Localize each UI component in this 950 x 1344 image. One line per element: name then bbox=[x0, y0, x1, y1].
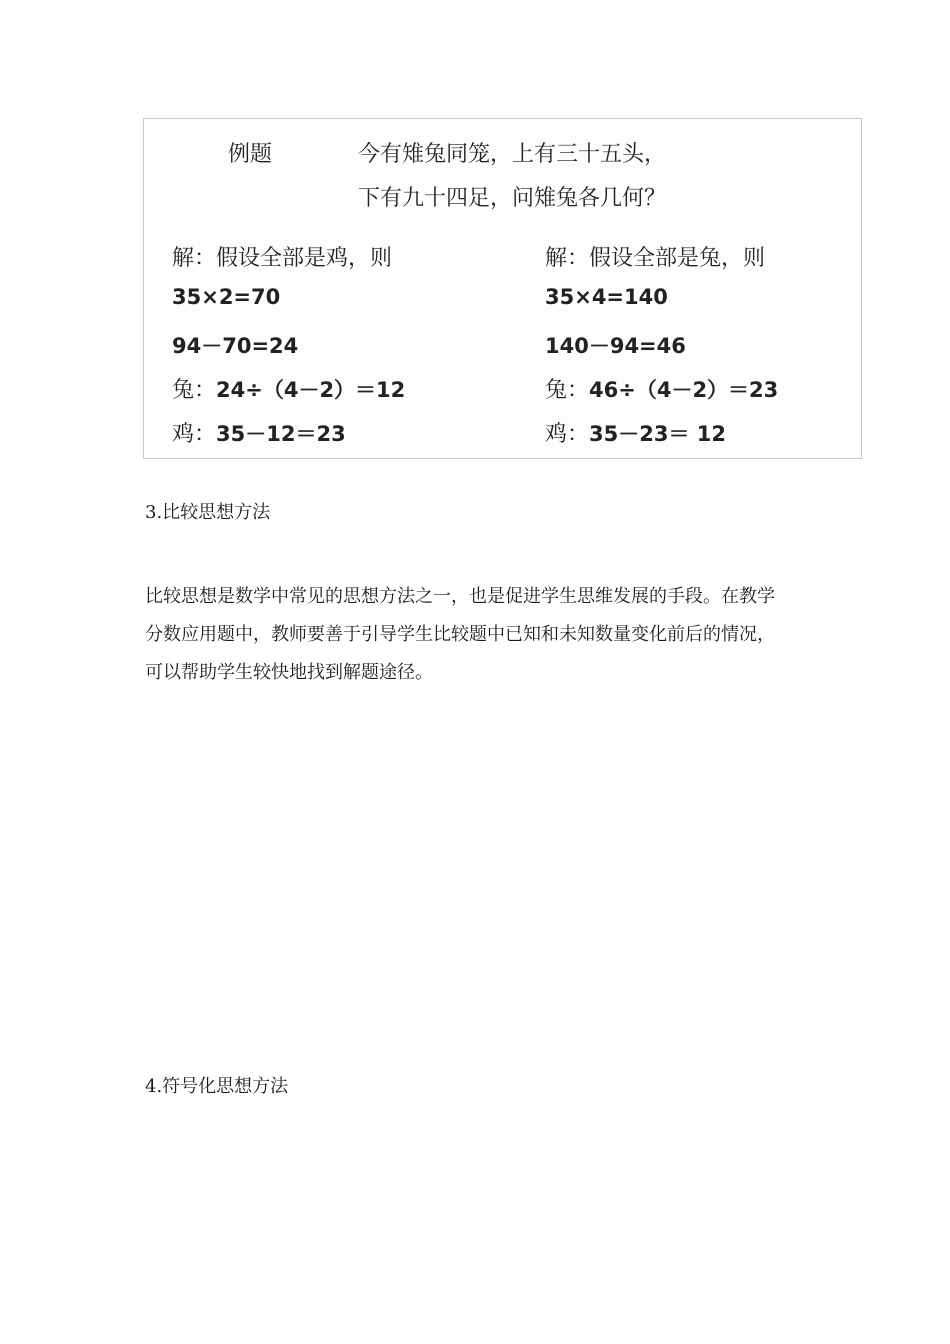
right-step-2: 140－94=46 bbox=[545, 334, 686, 358]
left-step-1: 35×2=70 bbox=[172, 285, 281, 309]
section-3-heading: 3.比较思想方法 bbox=[145, 502, 271, 523]
right-step-1: 35×4=140 bbox=[545, 285, 668, 309]
right-solution-intro: 解：假设全部是兔，则 bbox=[545, 246, 766, 271]
right-rabbit-line bbox=[545, 373, 778, 404]
left-chicken-expr: 35－12＝23 bbox=[216, 422, 346, 446]
left-rabbit-expr: 24÷（4－2）＝12 bbox=[216, 378, 406, 402]
left-rabbit-line bbox=[172, 373, 405, 404]
left-solution-intro: 解：假设全部是鸡，则 bbox=[172, 246, 393, 271]
problem-line-1: 今有雉兔同笼，上有三十五头， bbox=[358, 142, 667, 167]
paragraph-line: 可以帮助学生较快地找到解题途径。 bbox=[145, 662, 433, 683]
left-step-2: 94－70=24 bbox=[172, 334, 299, 358]
section-4-heading: 4.符号化思想方法 bbox=[145, 1076, 289, 1097]
problem-line-2: 下有九十四足，问雉兔各几何？ bbox=[358, 186, 667, 211]
example-label: 例题 bbox=[228, 142, 273, 167]
paragraph-line: 比较思想是数学中常见的思想方法之一，也是促进学生思维发展的手段。在教学 bbox=[145, 586, 775, 607]
right-chicken-line bbox=[545, 417, 726, 448]
right-chicken-expr: 35－23＝ 12 bbox=[589, 422, 726, 446]
left-chicken-line bbox=[172, 417, 346, 448]
right-rabbit-expr: 46÷（4－2）＝23 bbox=[589, 378, 779, 402]
example-problem-figure bbox=[143, 118, 862, 459]
right-rabbit-prefix: 兔： bbox=[545, 378, 590, 403]
section-3-paragraph bbox=[145, 578, 825, 692]
paragraph-line: 分数应用题中，教师要善于引导学生比较题中已知和未知数量变化前后的情况， bbox=[145, 624, 775, 645]
left-rabbit-prefix: 兔： bbox=[172, 378, 217, 403]
left-chicken-prefix: 鸡： bbox=[172, 422, 217, 447]
right-chicken-prefix: 鸡： bbox=[545, 422, 590, 447]
